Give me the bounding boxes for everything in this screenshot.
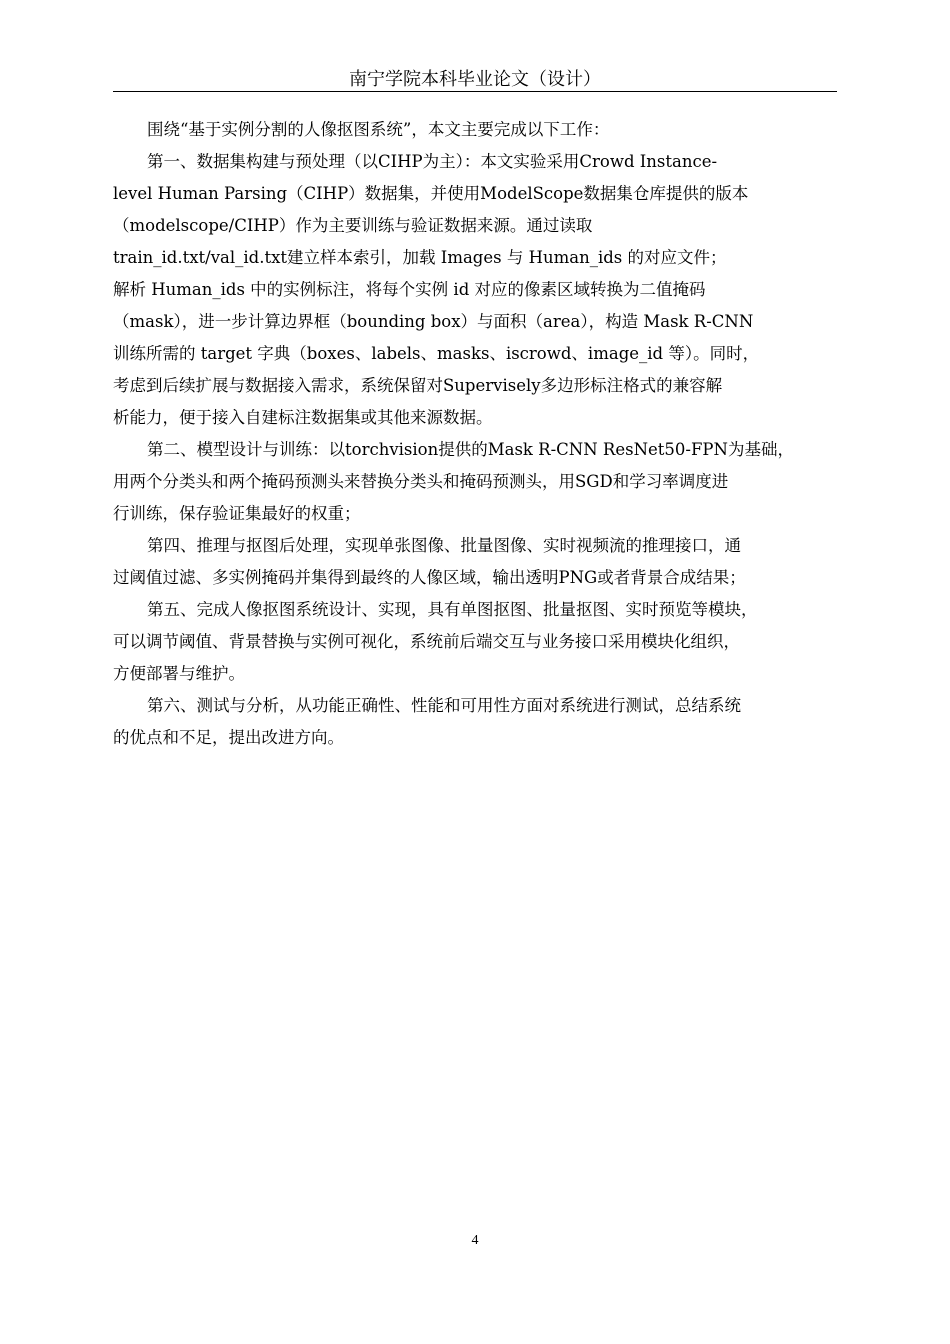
paragraph-1-line: （mask），进一步计算边界框（bounding box）与面积（area），构造 Mask R-CNN [113,312,754,331]
paragraph-6-line: 的优点和不足，提出改进方向。 [113,728,344,747]
paragraph-1-line: 训练所需的 target 字典（boxes、labels、masks、iscrowd、image_id 等）。同时， [113,344,760,363]
header-divider [113,91,837,92]
running-header-title: 南宁学院本科毕业论文（设计） [349,69,601,90]
paragraph-1-line: 考虑到后续扩展与数据接入需求，系统保留对Supervisely多边形标注格式的兼容解 [113,376,723,395]
paragraph-5-line: 可以调节阈值、背景替换与实例可视化，系统前后端交互与业务接口采用模块化组织， [113,632,740,651]
paragraph-2-line: 行训练，保存验证集最好的权重； [113,504,361,523]
document-body [113,114,837,754]
paragraph-5-line: 方便部署与维护。 [113,664,245,683]
paragraph-2-line: 第二、模型设计与训练：以torchvision提供的Mask R-CNN ResNet50-FPN为基础， [147,440,794,459]
page-number: 4 [471,1233,479,1248]
paragraph-6-line: 第六、测试与分析，从功能正确性、性能和可用性方面对系统进行测试，总结系统 [147,696,741,715]
paragraph-1-line: 解析 Human_ids 中的实例标注，将每个实例 id 对应的像素区域转换为二值掩码 [113,280,706,299]
paragraph-1-line: train_id.txt/val_id.txt建立样本索引，加载 Images 与 Human_ids 的对应文件； [113,248,727,267]
paragraph-2-line: 用两个分类头和两个掩码预测头来替换分类头和掩码预测头，用SGD和学习率调度进 [113,472,729,491]
intro-line: 围绕“基于实例分割的人像抠图系统”，本文主要完成以下工作： [147,120,610,139]
paragraph-4-line: 第四、推理与抠图后处理，实现单张图像、批量图像、实时视频流的推理接口，通 [147,536,741,555]
paragraph-1-line: 析能力，便于接入自建标注数据集或其他来源数据。 [113,408,493,427]
paragraph-4-line: 过阈值过滤、多实例掩码并集得到最终的人像区域，输出透明PNG或者背景合成结果； [113,568,746,587]
paragraph-5-line: 第五、完成人像抠图系统设计、实现，具有单图抠图、批量抠图、实时预览等模块， [147,600,758,619]
paragraph-1-line: 第一、数据集构建与预处理（以CIHP为主）：本文实验采用Crowd Instance- [147,152,718,171]
paragraph-1-line: level Human Parsing（CIHP）数据集，并使用ModelScope数据集仓库提供的版本 [113,184,749,203]
paragraph-1-line: （modelscope/CIHP）作为主要训练与验证数据来源。通过读取 [113,216,593,235]
